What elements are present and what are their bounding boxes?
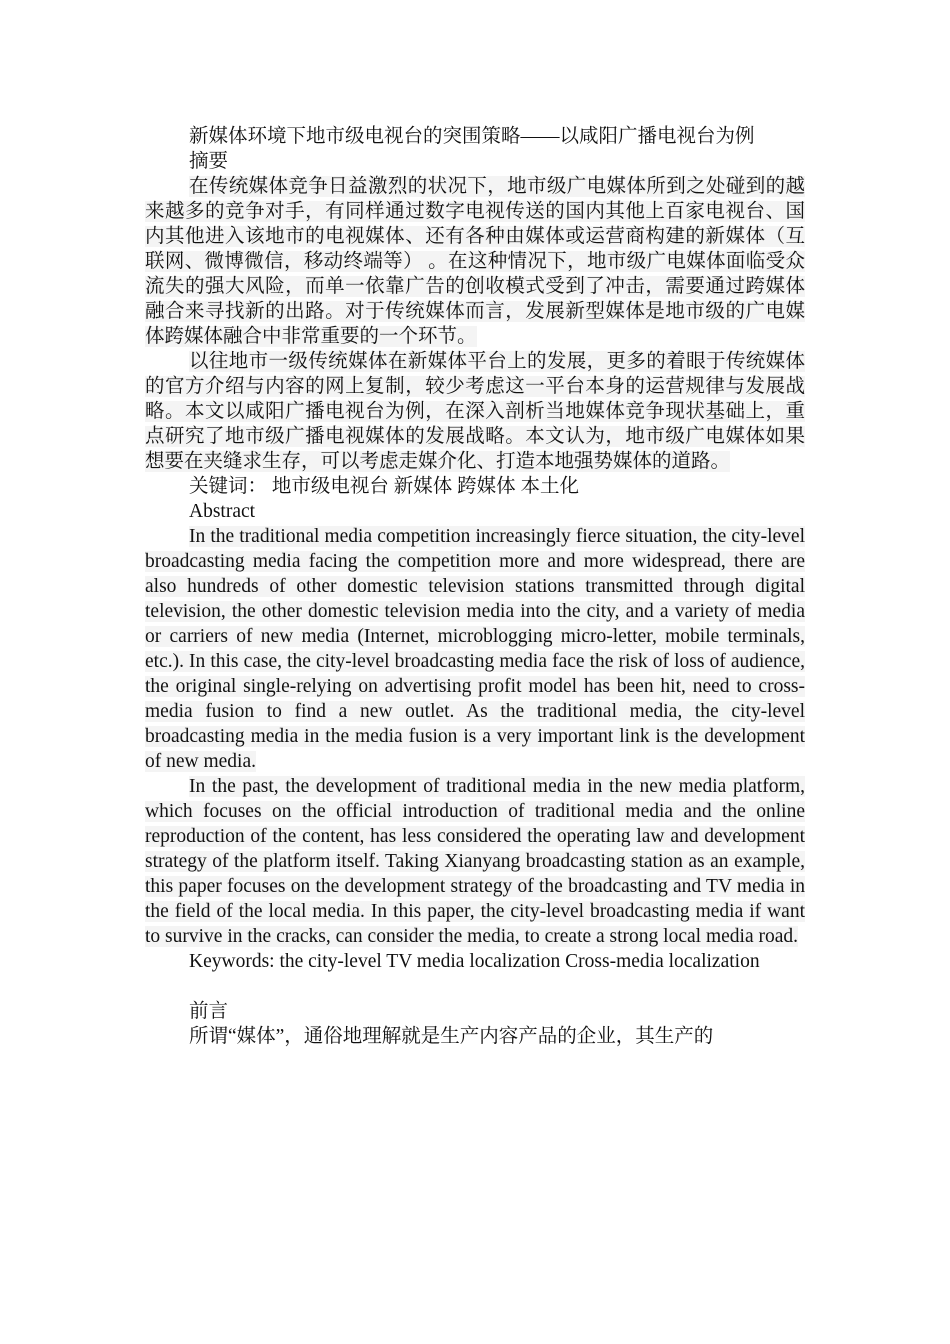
keywords-cn: 关键词： 地市级电视台 新媒体 跨媒体 本土化 [189, 476, 580, 497]
abstract-cn-text-1: 在传统媒体竞争日益激烈的状况下，地市级广电媒体所到之处碰到的越来越多的竞争对手，有同样通过数字电视传送的国内其他上百家电视台、国内其他进入该地市的电视媒体、还有各种由媒体或运营商构建的新媒体（互联网、微博微信，移动终端等） 。在这种情况下，地市级广电媒体面临受众流失的强大风险，而单一依靠广告的创收模式受到了冲击，需要通过跨媒体融合来寻找新的出路。对于传统媒体而言，发展新型媒体是地市级的广电媒体跨媒体融合中非常重要的一个环节。 [145, 176, 805, 347]
abstract-en-heading: Abstract [189, 501, 256, 522]
abstract-en-text-1: In the traditional media competition increasingly fierce situation, the city-level broadcasting media facing the competition more and more widespread, there are also hundreds of other domestic television stations transmitted through digital television, the other domestic television media into the city, and a variety of media or carriers of new media (Internet, microblogging micro-letter, mobile terminals, etc.). In this case, the city-level broadcasting media face the risk of loss of audience, the original single-relying on advertising profit model has been hit, need to cross-media fusion to find a new outlet. As the traditional media, the city-level broadcasting media in the media fusion is a very important link is the development of new media. [145, 526, 805, 772]
document-page [145, 124, 805, 1049]
preface-paragraph: 所谓“媒体”，通俗地理解就是生产内容产品的企业，其生产的 [189, 1026, 714, 1047]
abstract-en-paragraph-2 [145, 774, 805, 949]
blank-line [145, 974, 805, 999]
document-title: 新媒体环境下地市级电视台的突围策略——以咸阳广播电视台为例 [189, 126, 755, 147]
abstract-cn-paragraph-2 [145, 349, 805, 474]
abstract-cn-text-2: 以往地市一级传统媒体在新媒体平台上的发展，更多的着眼于传统媒体的官方介绍与内容的网上复制，较少考虑这一平台本身的运营规律与发展战略。本文以咸阳广播电视台为例，在深入剖析当地媒体竞争现状基础上，重点研究了地市级广播电视媒体的发展战略。本文认为，地市级广电媒体如果想要在夹缝求生存，可以考虑走媒介化、打造本地强势媒体的道路。 [145, 351, 805, 472]
preface-heading: 前言 [189, 1001, 229, 1022]
abstract-cn-paragraph-1 [145, 174, 805, 349]
abstract-en-paragraph-1 [145, 524, 805, 774]
abstract-heading: 摘要 [189, 151, 229, 172]
abstract-en-text-2: In the past, the development of traditional media in the new media platform, which focuses on the official introduction of traditional media and the online reproduction of the content, has less considered the operating law and development strategy of the platform itself. Taking Xianyang broadcasting station as an example, this paper focuses on the development strategy of the broadcasting and TV media in the field of the local media. In this paper, the city-level broadcasting media if want to survive in the cracks, can consider the media, to create a strong local media road. [145, 776, 805, 947]
keywords-en: Keywords: the city-level TV media localization Cross-media localization [189, 951, 760, 972]
